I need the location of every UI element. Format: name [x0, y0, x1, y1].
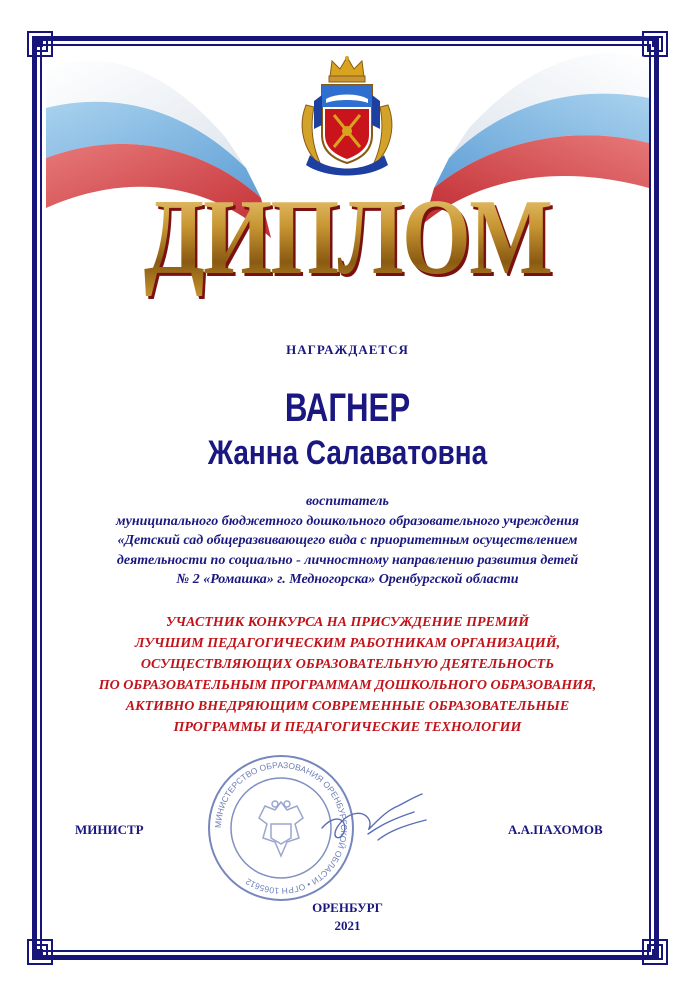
- position-block: [0, 492, 695, 590]
- recipient-surname: ВАГНЕР: [284, 386, 411, 430]
- stamp-text: МИНИСТЕРСТВО ОБРАЗОВАНИЯ ОРЕНБУРГСКОЙ ОБЛАСТИ • ОГРН 1065612: [212, 759, 350, 897]
- signer-role: МИНИСТР: [75, 822, 144, 837]
- award-title-line: УЧАСТНИК КОНКУРСА НА ПРИСУЖДЕНИЕ ПРЕМИЙ: [165, 615, 530, 630]
- award-title-line: ПО ОБРАЗОВАТЕЛЬНЫМ ПРОГРАММАМ ДОШКОЛЬНОГО ОБРАЗОВАНИЯ,: [98, 678, 597, 693]
- document-title: ДИПЛОМ: [63, 178, 633, 298]
- award-title-block: [0, 612, 695, 738]
- award-title-line: АКТИВНО ВНЕДРЯЮЩИМ СОВРЕМЕННЫЕ ОБРАЗОВАТЕЛЬНЫЕ: [125, 699, 570, 714]
- position-line: воспитатель: [306, 494, 389, 509]
- recipient-given-names: Жанна Салаватовна: [207, 434, 488, 472]
- award-title-line: ОСУЩЕСТВЛЯЮЩИХ ОБРАЗОВАТЕЛЬНУЮ ДЕЯТЕЛЬНОСТЬ: [140, 657, 555, 672]
- position-line: «Детский сад общеразвивающего вида с приоритетным осуществлением: [117, 533, 578, 548]
- corner-ornament-icon: [642, 939, 668, 965]
- signer-name: А.А.ПАХОМОВ: [508, 822, 603, 837]
- year-label: 2021: [334, 918, 361, 933]
- coat-of-arms-icon: [292, 55, 402, 177]
- corner-ornament-icon: [27, 939, 53, 965]
- position-line: муниципального бюджетного дошкольного образовательного учреждения: [116, 513, 579, 529]
- position-line: деятельности по социально - личностному направлению развития детей: [116, 552, 579, 568]
- handwritten-signature-icon: [318, 790, 430, 850]
- award-title-line: ЛУЧШИМ ПЕДАГОГИЧЕСКИМ РАБОТНИКАМ ОРГАНИЗАЦИЙ,: [134, 636, 561, 651]
- awarded-label: НАГРАЖДАЕТСЯ: [286, 342, 409, 357]
- award-title-line: ПРОГРАММЫ И ПЕДАГОГИЧЕСКИЕ ТЕХНОЛОГИИ: [173, 720, 522, 735]
- city-label: ОРЕНБУРГ: [312, 900, 383, 915]
- position-line: № 2 «Ромашка» г. Медногорска» Оренбургской области: [176, 572, 519, 587]
